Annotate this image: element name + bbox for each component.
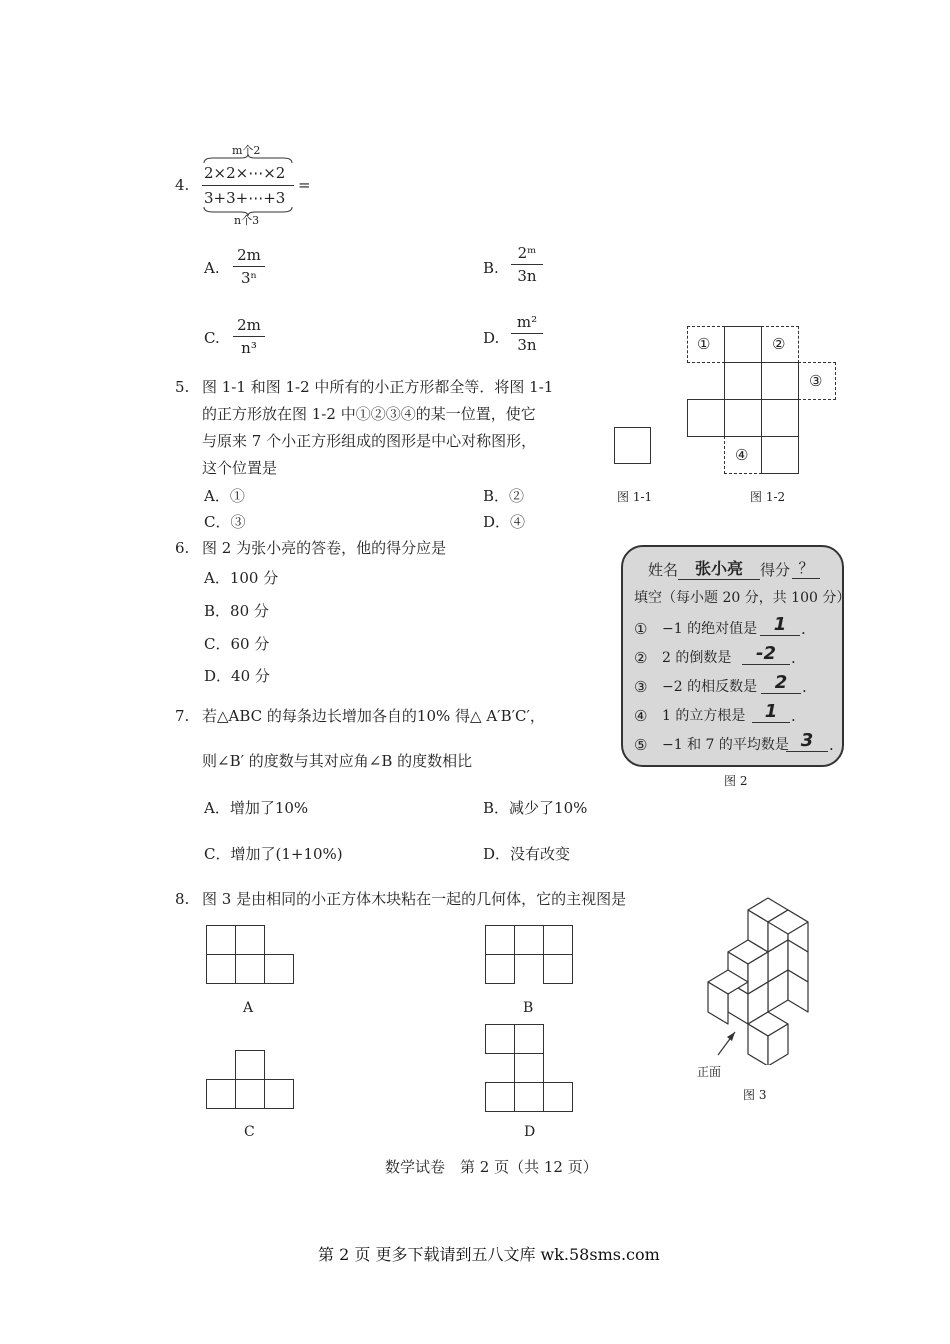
q4-option-c-num: 2m [233, 316, 265, 337]
q7-line-1: 若△ABC 的每条边长增加各自的10% 得△ A′B′C′， [202, 707, 545, 725]
q4-option-d[interactable] [511, 313, 543, 354]
q5-line-1: 图 1-1 和图 1-2 中所有的小正方形都全等．将图 1-1 [202, 378, 554, 396]
q7-option-c[interactable]: C．增加了(1+10%) [204, 845, 343, 863]
q4-option-d-num: m² [511, 313, 543, 334]
card-item-3-period: . [802, 678, 807, 696]
view-square [514, 1024, 544, 1054]
card-item-1-period: . [801, 620, 806, 638]
fig1-2-square [724, 362, 762, 400]
card-item-4-text: 1 的立方根是 [662, 708, 746, 724]
fig3-caption: 图 3 [743, 1088, 767, 1102]
q4-option-d-letter[interactable]: D. [483, 329, 500, 347]
q4-option-b[interactable] [511, 244, 543, 285]
view-square [235, 1050, 265, 1080]
fig3-solid [690, 880, 830, 1065]
q4-option-a-num: 2m [233, 246, 265, 267]
card-item-2-answer: -2 [742, 643, 790, 665]
view-square [206, 1079, 236, 1109]
card-item-2-text: 2 的倒数是 [662, 650, 732, 666]
card-item-1-answer: 1 [760, 614, 800, 636]
card-item-1-text: −1 的绝对值是 [662, 621, 758, 637]
view-square [235, 1079, 265, 1109]
q5-line-3: 与原来 7 个小正方形组成的图形是中心对称图形， [202, 432, 537, 450]
view-square [206, 954, 236, 984]
q6-option-d[interactable]: D．40 分 [204, 667, 270, 685]
card-item-4-period: . [791, 707, 796, 725]
view-square [485, 954, 515, 984]
q4-option-a[interactable] [233, 246, 265, 287]
q4-brace-bottom-label: n个3 [234, 214, 260, 227]
q5-line-2: 的正方形放在图 1-2 中①②③④的某一位置，使它 [202, 405, 536, 423]
fig1-2-caption: 图 1-2 [750, 490, 786, 504]
fig1-2-square [761, 399, 799, 437]
card-instruction: 填空（每小题 20 分，共 100 分） [634, 590, 851, 606]
card-item-1-marker: ① [634, 620, 648, 638]
card-item-5-marker: ⑤ [634, 736, 648, 754]
q6-text: 图 2 为张小亮的答卷，他的得分应是 [202, 539, 447, 557]
fig1-1-caption: 图 1-1 [617, 490, 653, 504]
card-score-value: ？ [792, 558, 820, 579]
view-square [485, 925, 515, 955]
fig1-2-slot-3-label: ③ [809, 372, 823, 390]
fig1-2-slot-4-label: ④ [735, 446, 749, 464]
card-item-3-text: −2 的相反数是 [662, 679, 758, 695]
q4-equals: = [298, 176, 311, 194]
q7-line-2: 则∠B′ 的度数与其对应角∠B 的度数相比 [202, 752, 473, 770]
q4-option-b-num: 2ᵐ [511, 244, 543, 265]
fig3-front-label: 正面 [697, 1065, 722, 1079]
q8-number: 8. [175, 890, 190, 908]
q4-option-d-den: 3n [517, 336, 537, 354]
page-footer: 数学试卷 第 2 页（共 12 页） [385, 1158, 598, 1176]
view-square [235, 925, 265, 955]
q4-option-b-den: 3n [517, 267, 537, 285]
q4-option-c[interactable] [233, 316, 265, 357]
fig1-1-square [614, 427, 651, 464]
card-item-3-marker: ③ [634, 678, 648, 696]
q7-option-b[interactable]: B．减少了10% [483, 799, 588, 817]
fig1-2-square [724, 326, 762, 363]
q4-option-b-letter[interactable]: B. [483, 259, 499, 277]
q6-option-a[interactable]: A．100 分 [204, 569, 279, 587]
card-item-4-answer: 1 [752, 701, 790, 723]
q8-label-c: C [244, 1124, 255, 1140]
view-square [514, 1053, 544, 1083]
q4-fraction-bar [202, 185, 294, 186]
q4-option-c-letter[interactable]: C. [204, 329, 220, 347]
view-square [264, 1079, 294, 1109]
q6-number: 6. [175, 539, 190, 557]
fig1-2-slot-1-label: ① [697, 335, 711, 353]
q8-text: 图 3 是由相同的小正方体木块粘在一起的几何体，它的主视图是 [202, 890, 627, 908]
card-item-5-answer: 3 [786, 730, 828, 752]
q8-label-a: A [243, 1000, 254, 1016]
card-item-5-period: . [829, 736, 834, 754]
q6-option-c[interactable]: C．60 分 [204, 635, 270, 653]
fig1-2-square [724, 399, 762, 437]
q5-option-c[interactable]: C．③ [204, 513, 246, 531]
q5-option-d[interactable]: D．④ [483, 513, 526, 531]
fig1-2-square [687, 399, 725, 437]
view-square [485, 1082, 515, 1112]
q4-numerator: 2×2×⋯×2 [204, 164, 286, 182]
card-name-value: 张小亮 [678, 556, 760, 580]
card-item-4-marker: ④ [634, 707, 648, 725]
view-square [543, 925, 573, 955]
fig2-caption: 图 2 [724, 774, 748, 788]
card-item-2-period: . [791, 649, 796, 667]
view-square [514, 1082, 544, 1112]
q4-brace-top-label: m个2 [232, 144, 261, 157]
q5-number: 5. [175, 378, 190, 396]
q7-option-d[interactable]: D．没有改变 [483, 845, 571, 863]
q8-label-b: B [523, 1000, 534, 1016]
fig1-2-square [761, 362, 799, 400]
view-square [514, 925, 544, 955]
view-square [485, 1024, 515, 1054]
q5-line-4: 这个位置是 [202, 459, 278, 477]
fig1-2-square [761, 436, 799, 474]
card-name-label: 姓名 [648, 561, 679, 579]
watermark-footer[interactable]: 第 2 页 更多下载请到五八文库 wk.58sms.com [318, 1245, 660, 1264]
view-square [206, 925, 236, 955]
q4-option-c-den: n³ [241, 339, 257, 357]
card-item-2-marker: ② [634, 649, 648, 667]
fig1-2-slot-2-label: ② [772, 335, 786, 353]
q4-option-a-den: 3ⁿ [240, 269, 258, 287]
q4-number: 4. [175, 176, 190, 194]
view-square [543, 954, 573, 984]
q5-option-b[interactable]: B．② [483, 487, 525, 505]
q6-option-b[interactable]: B．80 分 [204, 602, 269, 620]
q4-denominator: 3+3+⋯+3 [204, 189, 286, 207]
q5-option-a[interactable]: A．① [204, 487, 245, 505]
view-square [543, 1082, 573, 1112]
q4-option-a-letter[interactable]: A. [204, 259, 220, 277]
q7-number: 7. [175, 707, 190, 725]
card-item-5-text: −1 和 7 的平均数是 [662, 737, 789, 753]
view-square [235, 954, 265, 984]
q7-option-a[interactable]: A．增加了10% [204, 799, 309, 817]
q8-label-d: D [524, 1124, 536, 1140]
card-score-label: 得分 [760, 561, 791, 579]
view-square [264, 954, 294, 984]
card-item-3-answer: 2 [761, 672, 801, 694]
